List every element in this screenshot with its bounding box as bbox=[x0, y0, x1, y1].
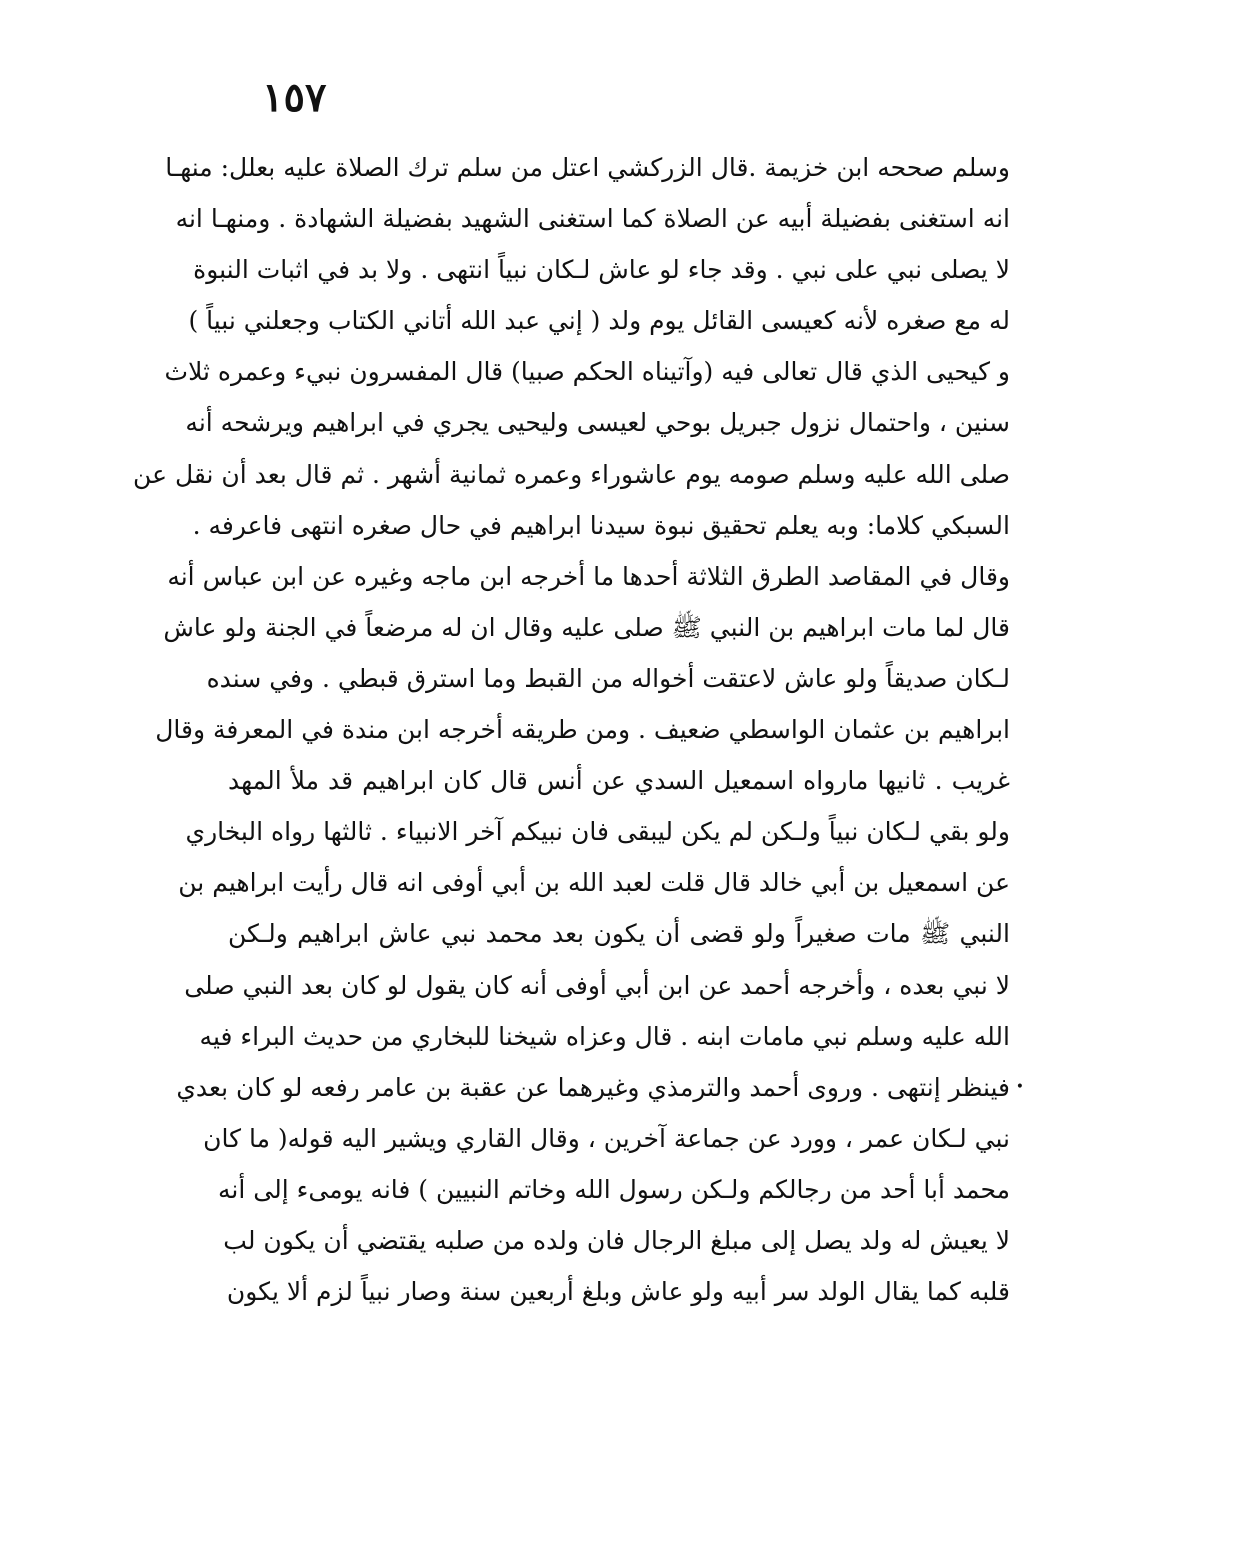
text-line-4: له مع صغره لأنه كعيسى القائل يوم ولد ( إني عبد الله أتاني الكتاب وجعلني نبياً ) bbox=[188, 306, 1010, 336]
text-line-10: قال لما مات ابراهيم بن النبي ﷺ صلى عليه وقال ان له مرضعاً في الجنة ولو عاش bbox=[163, 612, 1010, 642]
text-line-7: صلى الله عليه وسلم صومه يوم عاشوراء وعمره ثمانية أشهر . ثم قال بعد أن نقل عن bbox=[133, 459, 1010, 489]
text-line-1: وسلم صححه ابن خزيمة .قال الزركشي اعتل من سلم ترك الصلاة عليه بعلل: منهـا bbox=[165, 153, 1010, 182]
text-line-18: الله عليه وسلم نبي مامات ابنه . قال وعزاه شيخنا للبخاري من حديث البراء فيه bbox=[199, 1021, 1010, 1051]
text-line-21: محمد أبا أحد من رجالكم ولـكن رسول الله وخاتم النبيين ) فانه يومىء إلى أنه bbox=[218, 1174, 1010, 1204]
text-line-3: لا يصلى نبي على نبي . وقد جاء لو عاش لـكان نبياً انتهى . ولا بد في اثبات النبوة bbox=[193, 255, 1010, 285]
text-line-2: انه استغنى بفضيلة أبيه عن الصلاة كما استغنى الشهيد بفضيلة الشهادة . ومنهـا انه bbox=[175, 204, 1010, 234]
text-line-20: نبي لـكان عمر ، وورد عن جماعة آخرين ، وقال القاري ويشير اليه قوله( ما كان bbox=[203, 1123, 1010, 1153]
body-text bbox=[133, 142, 1024, 1317]
text-line-15: عن اسمعيل بن أبي خالد قال قلت لعبد الله بن أبي أوفى انه قال رأيت ابراهيم بن bbox=[178, 868, 1010, 898]
text-line-19-content: فينظر إنتهى . وروى أحمد والترمذي وغيرهما عن عقبة بن عامر رفعه لو كان بعدي bbox=[176, 1072, 1010, 1102]
text-line-22: لا يعيش له ولد يصل إلى مبلغ الرجال فان ولده من صلبه يقتضي أن يكون لب bbox=[223, 1225, 1010, 1255]
text-line-19 bbox=[176, 1062, 1024, 1113]
text-line-8: السبكي كلاما: وبه يعلم تحقيق نبوة سيدنا ابراهيم في حال صغره انتهى فاعرفه . bbox=[192, 510, 1010, 540]
margin-marker: • bbox=[1015, 1078, 1024, 1095]
text-line-5: و كيحيى الذي قال تعالى فيه (وآتيناه الحكم صبيا) قال المفسرون نبيء وعمره ثلاث bbox=[164, 357, 1010, 387]
text-line-17: لا نبي بعده ، وأخرجه أحمد عن ابن أبي أوفى أنه كان يقول لو كان بعد النبي صلى bbox=[184, 970, 1010, 1000]
text-line-6: سنين ، واحتمال نزول جبريل بوحي لعيسى وليحيى يجري في ابراهيم ويرشحه أنه bbox=[185, 408, 1010, 438]
text-line-9: وقال في المقاصد الطرق الثلاثة أحدها ما أخرجه ابن ماجه وغيره عن ابن عباس أنه bbox=[167, 561, 1010, 591]
text-line-14: ولو بقي لـكان نبياً ولـكن لم يكن ليبقى فان نبيكم آخر الانبياء . ثالثها رواه البخاري bbox=[185, 817, 1010, 847]
text-line-16: النبي ﷺ مات صغيراً ولو قضى أن يكون بعد محمد نبي عاش ابراهيم ولـكن bbox=[228, 919, 1010, 949]
text-line-12: ابراهيم بن عثمان الواسطي ضعيف . ومن طريقه أخرجه ابن مندة في المعرفة وقال bbox=[155, 715, 1010, 745]
text-line-23: قلبه كما يقال الولد سر أبيه ولو عاش وبلغ أربعين سنة وصار نبياً لزم ألا يكون bbox=[226, 1277, 1010, 1307]
text-line-11: لـكان صديقاً ولو عاش لاعتقت أخواله من القبط وما استرق قبطي . وفي سنده bbox=[206, 663, 1010, 693]
text-line-13: غريب . ثانيها مارواه اسمعيل السدي عن أنس قال كان ابراهيم قد ملأ المهد bbox=[228, 766, 1010, 796]
page-number: ١٥٧ bbox=[262, 74, 327, 121]
